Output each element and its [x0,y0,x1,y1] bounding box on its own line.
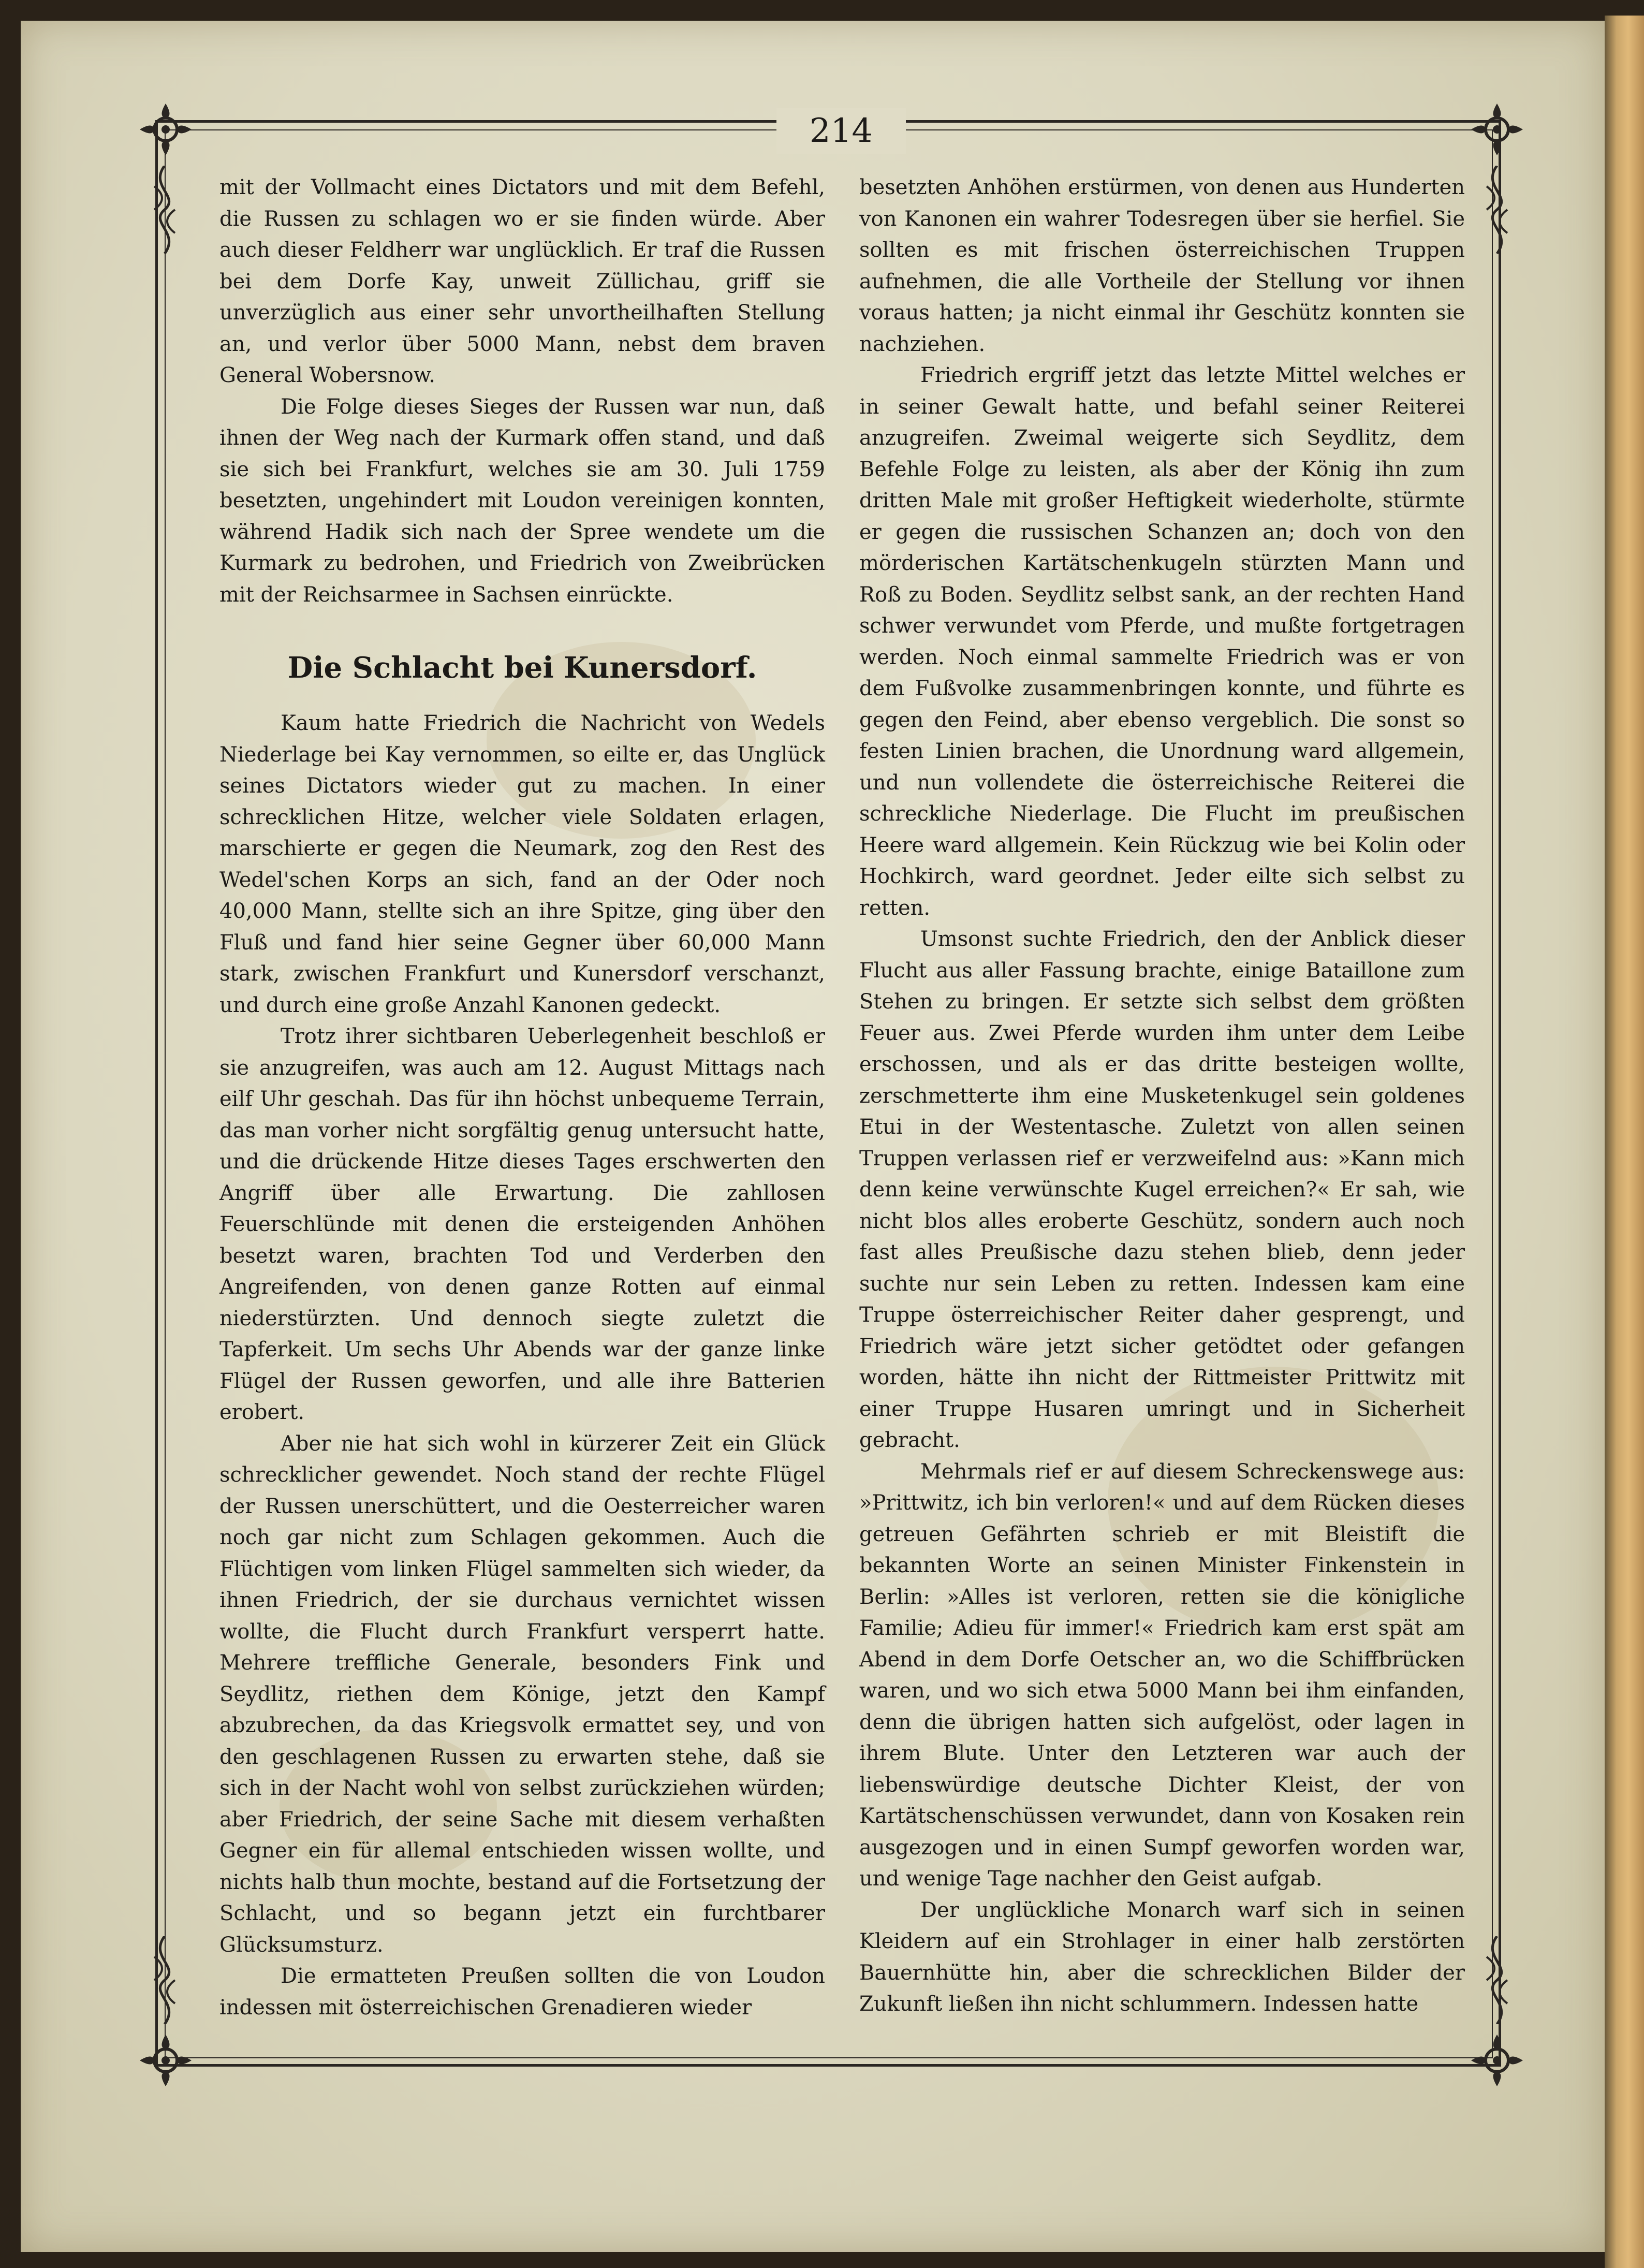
paragraph: besetzten Anhöhen erstürmen, von denen aus Hunderten von Kanonen ein wahrer Todesregen über sie herfiel. Sie sollten es mit frischen österreichischen Truppen aufnehmen, die alle Vortheile der Stellung vor ihnen voraus hatten; ja nicht einmal ihr Geschütz konnten sie nachziehen. [859,175,1465,356]
paragraph: Die Folge dieses Sieges der Russen war nun, daß ihnen der Weg nach der Kurmark offen stand, und daß sie sich bei Frankfurt, welches sie am 30. Juli 1759 besetzten, ungehindert mit Loudon vereinigen konnten, während Hadik sich nach der Spree wendete um die Kurmark zu bedrohen, und Friedrich von Zweibrücken mit der Reichsarmee in Sachsen einrückte. [219,394,825,607]
paragraph: Friedrich ergriff jetzt das letzte Mittel welches er in seiner Gewalt hatte, und befahl seiner Reiterei anzugreifen. Zweimal weigerte sich Seydlitz, dem Befehle Folge zu leisten, als aber der König ihn zum dritten Male mit großer Heftigkeit wiederholte, stürmte er gegen die russischen Schanzen an; doch von den mörderischen Kartätschenkugeln stürzten Mann und Roß zu Boden. Seydlitz selbst sank, an der rechten Hand schwer verwundet vom Pferde, und mußte fortgetragen werden. Noch einmal sammelte Friedrich was er von dem Fußvolke zusammenbringen konnte, und führte es gegen den Feind, aber ebenso vergeblich. Die sonst so festen Linien brachen, die Unordnung ward allgemein, und nun vollendete die österreichische Reiterei die schreckliche Niederlage. Die Flucht im preußischen Heere ward allgemein. Kein Rückzug wie bei Kolin oder Hochkirch, ward geordnet. Jeder eilte sich selbst zu retten. [859,363,1465,920]
paragraph: Umsonst suchte Friedrich, den der Anblick dieser Flucht aus aller Fassung brachte, einige Bataillone zum Stehen zu bringen. Er setzte sich selbst dem größten Feuer aus. Zwei Pferde wurden ihm unter dem Leibe erschossen, und als er das dritte besteigen wollte, zerschmetterte ihm eine Musketenkugel sein goldenes Etui in der Westentasche. Zuletzt von allen seinen Truppen verlassen rief er verzweifelnd aus: »Kann mich denn keine verwünschte Kugel erreichen?« Er sah, wie nicht blos alles eroberte Geschütz, sondern auch noch fast alles Preußische dazu stehen blieb, denn jeder suchte nur sein Leben zu retten. Indessen kam eine Truppe österreichischer Reiter daher gesprengt, und Friedrich wäre jetzt sicher getödtet oder gefangen worden, hätte ihn nicht der Rittmeister Prittwitz mit einer Truppe Husaren umringt und in Sicherheit gebracht. [859,927,1465,1452]
scroll-flourish-icon [1476,166,1518,254]
scroll-flourish-icon [144,1936,185,2024]
right-column [859,172,1465,2020]
corner-ornament-top-left-icon [135,98,197,160]
paragraph: Aber nie hat sich wohl in kürzerer Zeit ein Glück schrecklicher gewendet. Noch stand der rechte Flügel der Russen unerschüttert, und die Oesterreicher waren noch gar nicht zum Schlagen gekommen. Auch die Flüchtigen vom linken Flügel sammelten sich wieder, da ihnen Friedrich, der sie durchaus vernichtet wissen wollte, die Flucht durch Frankfurt versperrt hatte. Mehrere treffliche Generale, besonders Fink und Seydlitz, riethen dem Könige, jetzt den Kampf abzubrechen, da das Kriegsvolk ermattet sey, und von den geschlagenen Russen zu erwarten stehe, daß sie sich in der Nacht wohl von selbst zurückziehen würden; aber Friedrich, der seine Sache mit diesem verhaßten Gegner ein für allemal entschieden wissen wollte, und nichts halb thun mochte, bestand auf die Fortsetzung der Schlacht, und so begann jetzt ein furchtbarer Glücksumsturz. [219,1431,825,1957]
paragraph: Kaum hatte Friedrich die Nachricht von Wedels Niederlage bei Kay vernommen, so eilte er, das Unglück seines Dictators wieder gut zu machen. In einer schrecklichen Hitze, welcher viele Soldaten erlagen, marschierte er gegen die Neumark, zog den Rest des Wedel'schen Korps an sich, fand an der Oder noch 40,000 Mann, stellte sich an ihre Spitze, ging über den Fluß und fand hier seine Gegner über 60,000 Mann stark, zwischen Frankfurt und Kunersdorf verschanzt, und durch eine große Anzahl Kanonen gedeckt. [219,711,825,1017]
adjacent-page-edge [1605,16,1644,2268]
section-heading: Die Schlacht bei Kunersdorf. [287,651,757,685]
page-number: 214 [776,108,906,154]
corner-ornament-bottom-left-icon [135,2029,197,2091]
paragraph: Der unglückliche Monarch warf sich in seinen Kleidern auf ein Strohlager in einer halb zerstörten Bauernhütte hin, aber die schrecklichen Bilder der Zukunft ließen ihn nicht schlummern. Indessen hatte [859,1898,1465,2016]
corner-ornament-bottom-right-icon [1466,2029,1528,2091]
scroll-flourish-icon [1476,1936,1518,2024]
paragraph: Trotz ihrer sichtbaren Ueberlegenheit beschloß er sie anzugreifen, was auch am 12. August Mittags nach eilf Uhr geschah. Das für ihn höchst unbequeme Terrain, das man vorher nicht sorgfältig genug untersucht hatte, und die drückende Hitze dieses Tages erschwerten den Angriff über alle Erwartung. Die zahllosen Feuerschlünde mit denen die ersteigenden Anhöhen besetzt waren, brachten Tod und Verderben den Angreifenden, von denen ganze Rotten auf einmal niederstürzten. Und dennoch siegte zuletzt die Tapferkeit. Um sechs Uhr Abends war der ganze linke Flügel der Russen geworfen, und alle ihre Batterien erobert. [219,1025,825,1424]
left-column [219,172,825,2023]
corner-ornament-top-right-icon [1466,98,1528,160]
paragraph: Mehrmals rief er auf diesem Schreckenswege aus: »Prittwitz, ich bin verloren!« und auf dem Rücken dieses getreuen Gefährten schrieb er mit Bleistift die bekannten Worte an seinen Minister Finkenstein in Berlin: »Alles ist verloren, retten sie die königliche Familie; Adieu für immer!« Friedrich kam erst spät am Abend in dem Dorfe Oetscher an, wo die Schiffbrücken waren, und wo sich etwa 5000 Mann bei ihm einfanden, denn die übrigen hatten sich aufgelöst, oder lagen in ihrem Blute. Unter den Letzteren war auch der liebenswürdige deutsche Dichter Kleist, der von Kartätschenschüssen verwundet, dann von Kosaken rein ausgezogen und in einen Sumpf geworfen worden war, und wenige Tage nachher den Geist aufgab. [859,1459,1465,1891]
paragraph: mit der Vollmacht eines Dictators und mit dem Befehl, die Russen zu schlagen wo er sie finden würde. Aber auch dieser Feldherr war unglücklich. Er traf die Russen bei dem Dorfe Kay, unweit Züllichau, griff sie unverzüglich aus einer sehr unvortheilhaften Stellung an, und verlor über 5000 Mann, nebst dem braven General Wobersnow. [219,175,825,387]
scroll-flourish-icon [144,166,185,254]
paragraph: Die ermatteten Preußen sollten die von Loudon indessen mit österreichischen Grenadieren wieder [219,1964,825,2020]
